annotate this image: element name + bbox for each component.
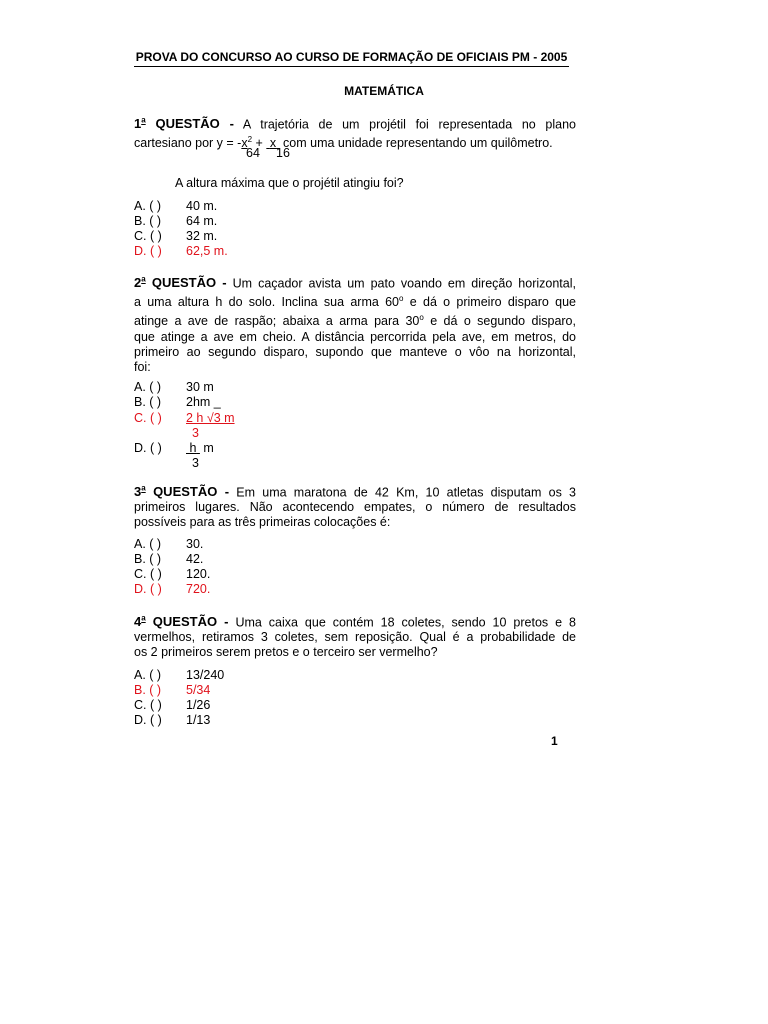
page-number: 1 [551, 734, 558, 748]
question-3-text: 3$^a$ QUESTÃO - Em uma maratona de 42 Km, 10 atletas disputam os 3 primeiros lugares. Não acontecendo empates, o número de resultados possíveis para as três primeiras colocações é: [134, 484, 576, 530]
q3-option-c: C. ( ) 120. [134, 567, 211, 581]
q4-option-b-answer: B. ( ) 5/34 [134, 683, 211, 697]
question-1-text: 1$^a$ QUESTÃO - A trajetória de um projétil foi representada no plano cartesiano por $y = -x^2 + x$ com uma unidade representando um quilômetro. [134, 116, 576, 151]
q4-option-c: C. ( ) 1/26 [134, 698, 211, 712]
question-2-title: 2$^a$ QUESTÃO - [134, 275, 227, 291]
q3-option-a: A. ( ) 30. [134, 537, 204, 551]
q3-option-d-answer: D. ( ) 720. [134, 582, 211, 596]
q1-option-d-answer: D. ( ) 62,5 m. [134, 244, 228, 258]
q2-option-a: A. ( ) 30 m [134, 380, 214, 394]
q2-option-c-answer: C. ( ) 2 h √3 m [134, 411, 235, 425]
question-3-title: 3$^a$ QUESTÃO - [134, 484, 230, 500]
q2-option-b: B. ( ) 2hm _ [134, 395, 221, 409]
q1-option-a: A. ( ) 40 m. [134, 199, 218, 213]
q2-option-d-denominator: 3 [192, 456, 199, 470]
q4-option-d: D. ( ) 1/13 [134, 713, 211, 727]
question-1-prompt: A altura máxima que o projétil atingiu foi? [175, 176, 404, 190]
question-1-denominator-16: 16 [276, 146, 290, 160]
q2-option-d: D. ( ) h m [134, 441, 214, 455]
subject-title: MATEMÁTICA [344, 84, 424, 98]
q4-option-a: A. ( ) 13/240 [134, 668, 225, 682]
q2-option-c-denominator: 3 [192, 426, 199, 440]
question-4-text: 4$^a$ QUESTÃO - Uma caixa que contém 18 coletes, sendo 10 pretos e 8 vermelhos, retiramos 3 coletes, sem reposição. Qual é a probabilidade de os 2 primeiros serem pretos e o terceiro ser vermelho? [134, 614, 576, 660]
q1-option-c: C. ( ) 32 m. [134, 229, 218, 243]
question-2-text: 2$^a$ QUESTÃO - Um caçador avista um pato voando em direção horizontal, a uma altura h do solo. Inclina sua arma 60$^o$ e dá o primeiro disparo que atinge a ave de raspão; abaixa a arma para 30$^o$ e dá o segundo disparo, que atinge a ave em cheio. A distância percorrida pela ave, em metros, do primeiro ao segundo disparo, supondo que manteve o vôo na horizontal, foi: [134, 275, 576, 374]
q1-option-b: B. ( ) 64 m. [134, 214, 218, 228]
q3-option-b: B. ( ) 42. [134, 552, 204, 566]
question-1-title: 1$^a$ QUESTÃO - [134, 116, 234, 132]
question-4-title: 4$^a$ QUESTÃO - [134, 614, 229, 630]
exam-header: PROVA DO CONCURSO AO CURSO DE FORMAÇÃO DE OFICIAIS PM - 2005 [134, 50, 569, 67]
question-1-denominator-64: 64 [246, 146, 260, 160]
